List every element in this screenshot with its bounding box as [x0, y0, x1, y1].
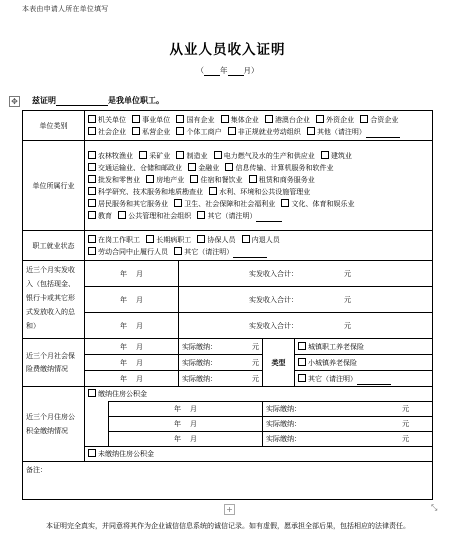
industry-option[interactable]: 金融业: [188, 164, 219, 172]
checkbox-icon: [360, 115, 368, 123]
unit-type-option[interactable]: 国有企业: [176, 116, 214, 124]
income-total-2[interactable]: 实发收入合计： 元: [179, 287, 433, 313]
social-paid-2[interactable]: 实际缴纳： 元: [179, 355, 263, 371]
unit-type-option[interactable]: 事业单位: [132, 116, 170, 124]
date-month: 月）: [243, 66, 259, 75]
industry-label: 单位所属行业: [23, 141, 85, 231]
checkbox-icon: [197, 235, 205, 243]
housing-paid-3[interactable]: 实际缴纳： 元: [263, 432, 433, 447]
unit-type-option[interactable]: 社会企业: [88, 128, 126, 136]
checkbox-icon: [88, 449, 96, 457]
declaration-text: 本证明完全真实，并同意将其作为企业诚信信息系统的诚信记录。如有虚假，愿承担全部后果，包括相应的法律责任。: [46, 522, 410, 530]
checkbox-icon: [176, 127, 184, 135]
income-label: 近三个月实发收入（包括现金、银行卡或其它形式发放收入的总和）: [23, 261, 85, 339]
unit-type-option[interactable]: 非正规就业劳动组织: [228, 128, 301, 136]
checkbox-icon: [307, 127, 315, 135]
social-type-option[interactable]: 其它（请注明）: [295, 371, 433, 387]
industry-option[interactable]: 文化、体育和娱乐业: [281, 200, 354, 208]
social-month-3[interactable]: 年 月: [85, 371, 179, 387]
checkbox-icon: [188, 163, 196, 171]
checkbox-icon: [316, 115, 324, 123]
checkbox-icon: [88, 235, 96, 243]
industry-option[interactable]: 交通运输业、仓储和邮政业: [88, 164, 182, 172]
industry-option[interactable]: 租赁和商务服务业: [249, 176, 315, 184]
unit-type-option[interactable]: 私营企业: [132, 128, 170, 136]
certificate-table: [22, 110, 433, 500]
industry-option[interactable]: 卫生、社会保障和社会福利业: [174, 200, 275, 208]
social-month-2[interactable]: 年 月: [85, 355, 179, 371]
checkbox-icon: [88, 163, 96, 171]
social-type-option[interactable]: 小城镇养老保险: [295, 355, 433, 371]
remark-label: 备注：: [26, 466, 47, 474]
industry-option[interactable]: 采矿业: [139, 152, 170, 160]
top-note: 本表由申请人所在单位填写: [22, 5, 109, 13]
unit-type-option[interactable]: 合资企业: [360, 116, 398, 124]
checkbox-icon: [298, 358, 306, 366]
industry-option[interactable]: 居民服务和其它服务业: [88, 200, 168, 208]
month-blank[interactable]: [228, 67, 244, 76]
checkbox-icon: [281, 199, 289, 207]
industry-option[interactable]: 批发和零售业: [88, 176, 140, 184]
industry-option[interactable]: 房地产业: [146, 176, 184, 184]
industry-option[interactable]: 建筑业: [321, 152, 352, 160]
other-blank[interactable]: [357, 376, 391, 385]
checkbox-icon: [176, 151, 184, 159]
industry-options: [85, 141, 433, 231]
housing-paid-1[interactable]: 实际缴纳： 元: [263, 402, 433, 417]
social-type-label: 类型: [263, 339, 295, 387]
checkbox-icon: [139, 151, 147, 159]
employment-options: [85, 231, 433, 261]
checkbox-icon: [174, 247, 182, 255]
page-title: 从业人员收入证明: [169, 42, 286, 58]
housing-paid-option[interactable]: 缴纳住房公积金: [85, 387, 433, 402]
checkbox-icon: [88, 127, 96, 135]
housing-unpaid-option[interactable]: 未缴纳住房公积金: [85, 447, 433, 462]
checkbox-icon: [298, 374, 306, 382]
industry-option[interactable]: 教育: [88, 212, 112, 220]
social-type-option[interactable]: 城镇职工养老保险: [295, 339, 433, 355]
checkbox-icon: [225, 163, 233, 171]
intro-prefix: 兹证明: [32, 96, 56, 105]
checkbox-icon: [221, 115, 229, 123]
unit-type-option[interactable]: 机关单位: [88, 116, 126, 124]
checkbox-icon: [132, 127, 140, 135]
housing-spacer: [85, 402, 109, 447]
add-row-icon[interactable]: +: [224, 504, 235, 515]
industry-option[interactable]: 信息传输、计算机服务和软件业: [225, 164, 333, 172]
unit-type-option[interactable]: 外资企业: [316, 116, 354, 124]
checkbox-icon: [146, 175, 154, 183]
housing-label: 近三个月住房公积金缴纳情况: [23, 387, 85, 462]
checkbox-icon: [88, 115, 96, 123]
table-move-handle-icon[interactable]: ✥: [9, 96, 20, 107]
checkbox-icon: [249, 175, 257, 183]
checkbox-icon: [88, 187, 96, 195]
date-year: 年: [220, 66, 228, 75]
employment-option[interactable]: 内退人员: [242, 236, 280, 244]
intro-suffix: 是我单位职工。: [108, 96, 164, 105]
housing-month-2[interactable]: 年 月: [109, 417, 263, 432]
income-total-3[interactable]: 实发收入合计： 元: [179, 313, 433, 339]
housing-month-3[interactable]: 年 月: [109, 432, 263, 447]
social-label: 近三个月社会保险费缴纳情况: [23, 339, 85, 387]
checkbox-icon: [88, 175, 96, 183]
unit-type-options: [85, 111, 433, 141]
other-blank[interactable]: [233, 249, 267, 258]
checkbox-icon: [209, 187, 217, 195]
housing-month-1[interactable]: 年 月: [109, 402, 263, 417]
checkbox-icon: [298, 342, 306, 350]
employment-option[interactable]: 其它（请注明）: [174, 248, 267, 256]
income-month-1[interactable]: 年 月: [85, 261, 179, 287]
checkbox-icon: [197, 211, 205, 219]
other-blank[interactable]: [366, 129, 400, 138]
unit-type-label: 单位类别: [23, 111, 85, 141]
remark-cell[interactable]: [23, 462, 433, 500]
industry-option[interactable]: 科学研究、技术服务和地质勘查业: [88, 188, 203, 196]
industry-option[interactable]: 制造业: [176, 152, 207, 160]
unit-type-option[interactable]: 集体企业: [221, 116, 259, 124]
checkbox-icon: [118, 211, 126, 219]
year-blank[interactable]: [204, 67, 220, 76]
checkbox-icon: [190, 175, 198, 183]
checkbox-icon: [174, 199, 182, 207]
income-month-3[interactable]: 年 月: [85, 313, 179, 339]
checkbox-icon: [88, 199, 96, 207]
income-total-1[interactable]: 实发收入合计： 元: [179, 261, 433, 287]
employment-label: 职工就业状态: [23, 231, 85, 261]
industry-option[interactable]: 其它（请注明）: [197, 212, 282, 220]
social-paid-1[interactable]: 实际缴纳： 元: [179, 339, 263, 355]
checkbox-icon: [242, 235, 250, 243]
checkbox-icon: [88, 247, 96, 255]
date-open: （: [196, 66, 204, 75]
employment-option[interactable]: 协保人员: [197, 236, 235, 244]
employment-option[interactable]: 劳动合同中止履行人员: [88, 248, 168, 256]
social-paid-3[interactable]: 实际缴纳： 元: [179, 371, 263, 387]
income-month-2[interactable]: 年 月: [85, 287, 179, 313]
industry-option[interactable]: 农林牧渔业: [88, 152, 133, 160]
housing-paid-2[interactable]: 实际缴纳： 元: [263, 417, 433, 432]
unit-type-option[interactable]: 港澳台企业: [265, 116, 310, 124]
checkbox-icon: [176, 115, 184, 123]
checkbox-icon: [214, 151, 222, 159]
employee-name-blank[interactable]: [56, 96, 108, 106]
checkbox-icon: [228, 127, 236, 135]
employment-option[interactable]: 在岗工作职工: [88, 236, 140, 244]
industry-option[interactable]: 住宿和餐饮业: [190, 176, 242, 184]
intro-line: [32, 95, 164, 106]
industry-option[interactable]: 公共管理和社会组织: [118, 212, 191, 220]
industry-option[interactable]: 电力燃气及水的生产和供应业: [214, 152, 315, 160]
checkbox-icon: [88, 211, 96, 219]
resize-handle-icon[interactable]: ⤡: [431, 503, 438, 512]
employment-option[interactable]: 长期病职工: [146, 236, 191, 244]
unit-type-option[interactable]: 个体工商户: [176, 128, 221, 136]
date-line: [0, 65, 455, 76]
checkbox-icon: [146, 235, 154, 243]
checkbox-icon: [88, 151, 96, 159]
industry-option[interactable]: 水利、环境和公共设施管理业: [209, 188, 310, 196]
checkbox-icon: [321, 151, 329, 159]
unit-type-option[interactable]: 其他（请注明）: [307, 128, 400, 136]
checkbox-icon: [265, 115, 273, 123]
other-blank[interactable]: [256, 213, 282, 222]
checkbox-icon: [132, 115, 140, 123]
social-month-1[interactable]: 年 月: [85, 339, 179, 355]
checkbox-icon: [88, 389, 96, 397]
